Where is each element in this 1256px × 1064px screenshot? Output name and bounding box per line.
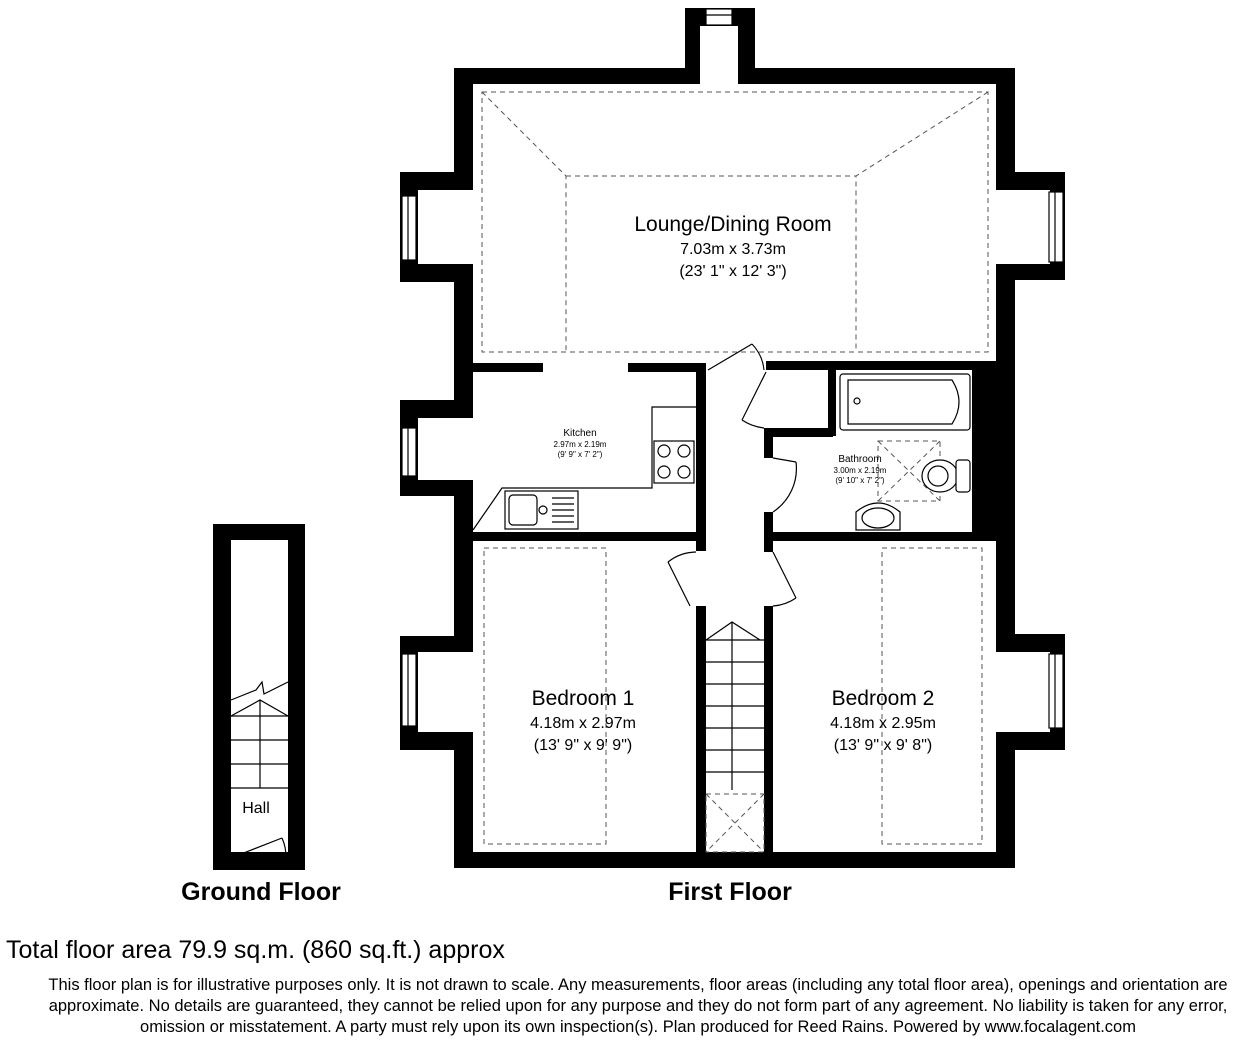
window-bedroom1 xyxy=(402,654,416,726)
interior-walls xyxy=(473,361,996,868)
room-metric: 4.18m x 2.95m xyxy=(830,715,936,732)
room-imperial: (13' 9" x 9' 8") xyxy=(833,737,933,754)
window-lounge-left xyxy=(402,196,416,260)
first-floor-title: First Floor xyxy=(668,878,792,906)
window-lounge-right xyxy=(1049,192,1063,262)
ground-floor-title: Ground Floor xyxy=(181,878,341,906)
room-name: Bedroom 1 xyxy=(531,687,635,710)
bedroom2-label xyxy=(830,687,936,754)
room-name: Bathroom xyxy=(838,454,882,465)
ground-floor-stairs xyxy=(231,682,288,788)
room-imperial: (9' 9" x 7' 2") xyxy=(557,450,603,459)
room-imperial: (13' 9" x 9' 9") xyxy=(533,737,633,754)
bathroom-fittings xyxy=(840,374,970,530)
bathroom-label xyxy=(834,454,887,485)
disclaimer-text: This floor plan is for illustrative purposes only. It is not drawn to scale. Any measurements, floor areas (including any total floor area), openings and orientation are approximate. No details are guaranteed, they cannot be relied upon for any purpose and they do not form part of any agreement. No liability is taken for any error, omission or misstatement. A party must rely upon its own inspection(s). Plan produced for Reed Rains. Powered by www.focalagent.com xyxy=(48,976,1228,1036)
room-name: Kitchen xyxy=(563,428,597,439)
room-imperial: (23' 1" x 12' 3") xyxy=(679,263,787,280)
window-top xyxy=(706,9,732,25)
lounge-label xyxy=(634,213,831,280)
total-floor-area: Total floor area 79.9 sq.m. (860 sq.ft.) approx xyxy=(6,936,505,964)
room-metric: 3.00m x 2.19m xyxy=(833,466,887,475)
room-imperial: (9' 10" x 7' 2") xyxy=(835,476,885,485)
room-name: Lounge/Dining Room xyxy=(634,213,832,236)
room-metric: 7.03m x 3.73m xyxy=(680,241,786,258)
kitchen-units xyxy=(473,407,696,530)
kitchen-label xyxy=(554,428,607,459)
room-name: Bedroom 2 xyxy=(831,687,935,710)
room-metric: 2.97m x 2.19m xyxy=(553,440,607,449)
ground-floor-walls xyxy=(213,524,305,870)
bedroom1-label xyxy=(530,687,636,754)
window-kitchen xyxy=(402,428,416,476)
window-bedroom2 xyxy=(1049,654,1063,728)
first-floor-stairs xyxy=(706,622,764,852)
room-metric: 4.18m x 2.97m xyxy=(530,715,636,732)
hall-label: Hall xyxy=(242,800,270,817)
